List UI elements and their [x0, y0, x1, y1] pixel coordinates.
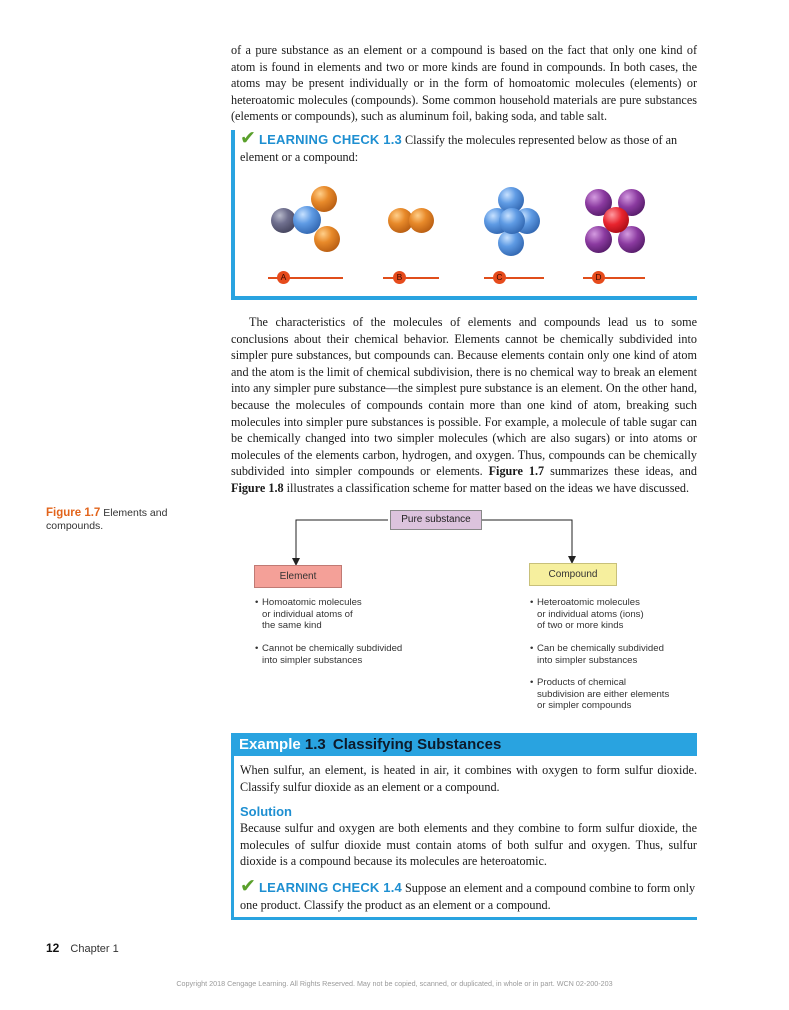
compound-box: Compound: [529, 563, 617, 586]
example-left-bar: [231, 756, 234, 920]
label-c: C: [493, 271, 506, 284]
lc14-title: LEARNING CHECK 1.4: [258, 880, 402, 895]
checkmark-icon: ✔: [240, 875, 256, 897]
label-d: D: [592, 271, 605, 284]
example-number: 1.3: [304, 736, 326, 753]
solution-text: Because sulfur and oxygen are both elements and they combine to form sulfur dioxide, the molecules of sulfur dioxide must contain atoms of both sulfur and oxygen. Thus, sulfur dioxide is a compound because its molecules are heteroatomic.: [240, 821, 697, 869]
page-number: 12: [46, 941, 60, 955]
lc13-bottom-bar: [231, 296, 697, 300]
label-a: A: [277, 271, 290, 284]
lc14-text: Suppose an element and a compound combine to form only one product. Classify the product as an element or a compound.: [240, 881, 696, 912]
label-b: B: [393, 271, 406, 284]
lc13-text: Classify the molecules represented below as those of an element or a compound:: [240, 133, 678, 164]
example-bottom-bar: [231, 917, 697, 920]
figure-caption: [46, 507, 186, 533]
figure-caption-label: Figure 1.7: [46, 507, 101, 519]
element-bullet-1: • Homoatomic molecules or individual atoms of the same kind: [255, 597, 362, 632]
figure-1-8-ref: Figure 1.8: [231, 480, 284, 495]
copyright-notice: Copyright 2018 Cengage Learning. All Rights Reserved. May not be copied, scanned, or duplicated, in whole or in part. WCN 02-200-203: [176, 979, 613, 988]
para-text-1: The characteristics of the molecules of elements and compounds lead us to some conclusions about their chemical behavior. Elements cannot be chemically subdivided into simpler pure substances, but compounds can. Because elements contain only one kind of atom and the atom is the limit of chemical subdivision, there is no chemical way to break an element into any simpler pure substance—the simplest pure substance is an element. On the other hand, because the molecules of compounds contain more than one kind of atom, breaking such molecules into simpler pure substances is possible. For example, a molecule of table sugar can be chemically changed into two simpler molecules (which are also sugars) or into atoms or molecules of the elements carbon, hydrogen, and oxygen. Thus, compounds can be chemically subdivided into simpler compounds or elements.: [231, 315, 697, 479]
page-footer: [46, 941, 119, 955]
intro-paragraph: of a pure substance as an element or a compound is based on the fact that only one kind of atom is found in elements and two or more kinds are found in compounds. In both cases, the atoms may be present individually or in the form of homoatomic molecules (elements) or heteroatomic molecules (compounds). Some common household materials are pure substances (elements or compounds), such as aluminum foil, baking soda, and table salt.: [231, 43, 697, 124]
label-line-b: [383, 277, 439, 279]
solution-heading: Solution: [240, 804, 292, 819]
para-text-2: summarizes these ideas, and: [544, 464, 697, 479]
compound-bullet-1: • Heteroatomic molecules or individual atoms (ions) of two or more kinds: [530, 597, 644, 632]
compound-bullet-3: • Products of chemical subdivision are either elements or simpler compounds: [530, 677, 670, 712]
lc13-heading: [240, 127, 697, 165]
lc13-left-bar: [231, 130, 235, 300]
checkmark-icon: ✔: [240, 127, 256, 149]
example-header: [231, 733, 697, 756]
element-bullet-2: • Cannot be chemically subdivided into simpler substances: [255, 643, 403, 666]
figure-1-7-ref: Figure 1.7: [488, 464, 545, 479]
characteristics-paragraph: [231, 314, 697, 497]
lc14-block: [240, 875, 697, 913]
example-problem: When sulfur, an element, is heated in air, it combines with oxygen to form sulfur dioxide. Classify sulfur dioxide as an element or a compound.: [240, 763, 697, 794]
chapter-label: Chapter 1: [70, 943, 119, 955]
pure-substance-box: Pure substance: [390, 510, 482, 530]
example-title: Classifying Substances: [332, 736, 502, 753]
element-box: Element: [254, 565, 342, 588]
compound-bullet-2: • Can be chemically subdivided into simpler substances: [530, 643, 664, 666]
para-text-3: illustrates a classification scheme for matter based on the ideas we have discussed.: [283, 480, 690, 495]
figure-caption-text: Elements and compounds.: [46, 507, 168, 532]
example-word: Example: [239, 736, 301, 753]
lc13-title: LEARNING CHECK 1.3: [258, 132, 402, 147]
